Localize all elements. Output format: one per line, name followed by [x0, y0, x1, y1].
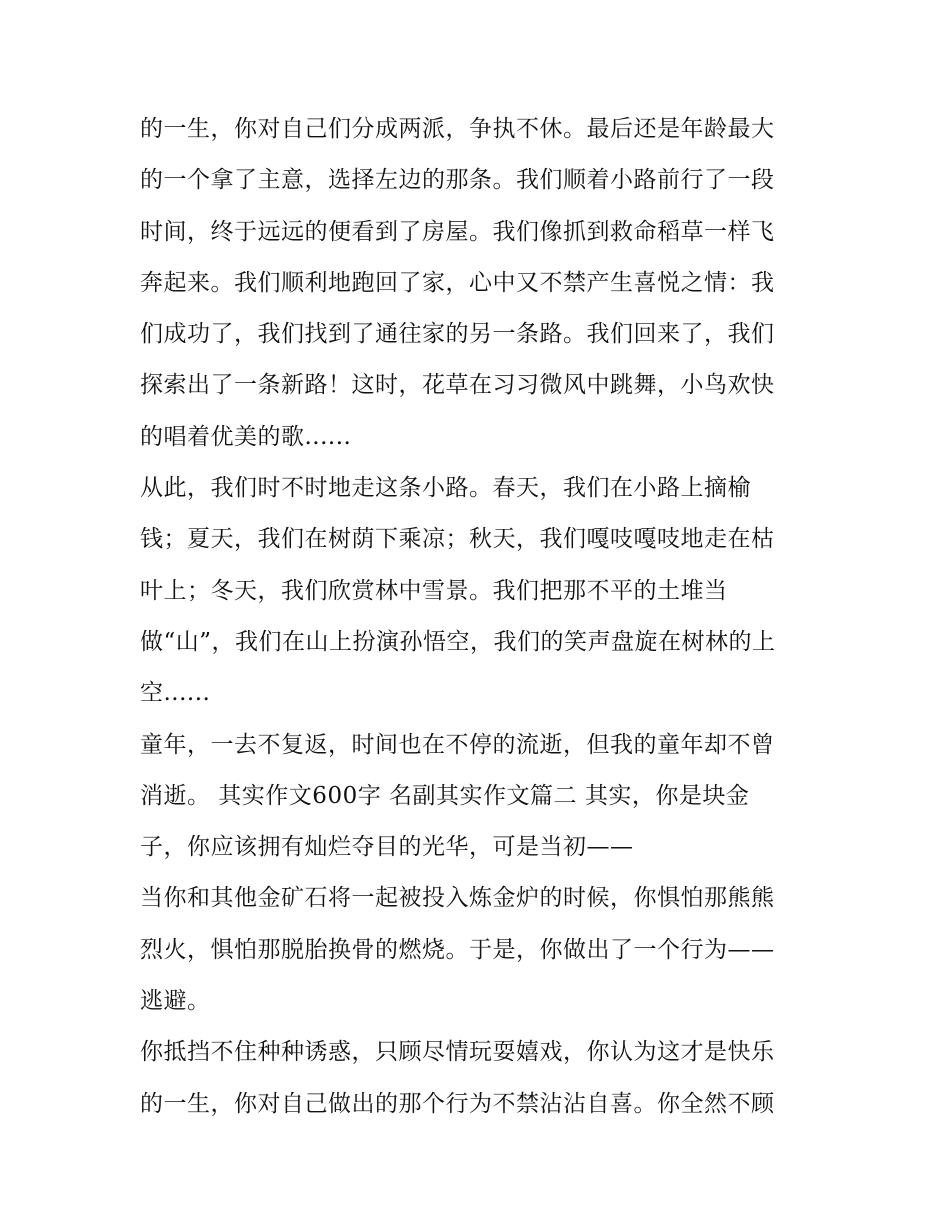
text-line: 时间，终于远远的便看到了房屋。我们像抓到救命稻草一样飞: [140, 218, 775, 245]
text-line: 烈火，惧怕那脱胎换骨的燃烧。于是，你做出了一个行为——: [140, 936, 775, 963]
text-line: 的一生，你对自己做出的那个行为不禁沾沾自喜。你全然不顾: [140, 1090, 775, 1117]
text-line: 们成功了，我们找到了通往家的另一条路。我们回来了，我们: [140, 321, 775, 348]
text-line: 钱；夏天，我们在树荫下乘凉；秋天，我们嘎吱嘎吱地走在枯: [140, 526, 775, 553]
text-line: 从此，我们时不时地走这条小路。春天，我们在小路上摘榆: [140, 475, 751, 502]
text-line: 探索出了一条新路！这时，花草在习习微风中跳舞，小鸟欢快: [140, 372, 775, 399]
text-line: 做“山”，我们在山上扮演孙悟空，我们的笑声盘旋在树林的上: [140, 628, 776, 655]
text-line: 奔起来。我们顺利地跑回了家，心中又不禁产生喜悦之情：我: [140, 269, 775, 296]
text-line: 的唱着优美的歌......: [140, 423, 352, 450]
text-line: 的一生，你对自己们分成两派，争执不休。最后还是年龄最大: [140, 116, 775, 142]
text-line: 童年，一去不复返，时间也在不停的流逝，但我的童年却不曾: [140, 731, 775, 758]
text-line: 空......: [140, 680, 211, 707]
text-line: 消逝。 其实作文600字 名副其实作文篇二 其实，你是块金: [140, 782, 750, 809]
text-line: 当你和其他金矿石将一起被投入炼金炉的时候，你惧怕那熊熊: [140, 885, 775, 912]
text-line: 你抵挡不住种种诱惑，只顾尽情玩耍嬉戏，你认为这才是快乐: [140, 1039, 775, 1066]
document-body: [140, 104, 815, 1130]
text-line: 子，你应该拥有灿烂夺目的光华，可是当初——: [140, 834, 634, 861]
text-line: 叶上；冬天，我们欣赏林中雪景。我们把那不平的土堆当: [140, 577, 728, 604]
text-line: 的一个拿了主意，选择左边的那条。我们顺着小路前行了一段: [140, 167, 775, 194]
text-line: 逃避。: [140, 988, 211, 1015]
